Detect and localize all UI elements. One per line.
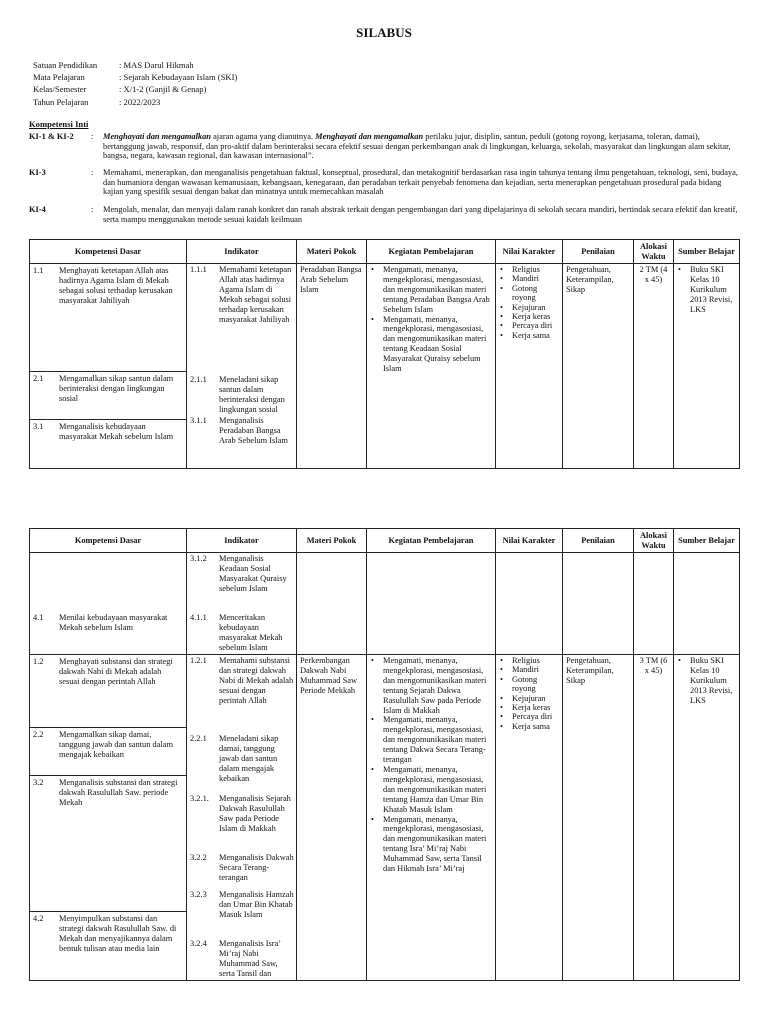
indikator-cell bbox=[187, 655, 297, 981]
penilaian-cell bbox=[563, 553, 634, 655]
sumber-list bbox=[674, 264, 739, 315]
header-kompetensi-dasar: Kompetensi Dasar bbox=[30, 529, 187, 553]
meta-value: : MAS Darul Hikmah bbox=[119, 60, 194, 70]
ki-row-4 bbox=[29, 205, 739, 224]
list-item: • Percaya diri bbox=[512, 712, 560, 721]
list-item: • Mengamati, menanya, mengekplorasi, mengasosiasi, dan mengomunikasikan materi tentang Sejarah Dakwa Rasulullah Saw pada Periode Islam di Makkah bbox=[383, 656, 493, 715]
document-title: SILABUS bbox=[356, 25, 412, 40]
nilai-cell bbox=[496, 655, 563, 981]
list-item: • Kejujuran bbox=[512, 303, 560, 312]
indikator-item bbox=[187, 553, 296, 612]
header-indikator: Indikator bbox=[187, 240, 297, 264]
kd-number: 2.1 bbox=[33, 374, 44, 383]
materi-cell bbox=[297, 264, 367, 469]
indikator-number: 2.1.1 bbox=[190, 375, 207, 384]
header-materi-pokok: Materi Pokok bbox=[297, 529, 367, 553]
kd-item bbox=[30, 264, 186, 371]
indikator-text: Memahami substansi dan strategi dakwah Nabi di Mekah adalah sesuai dengan perintah Allah bbox=[219, 656, 294, 705]
ki-text-part: perilaku jujur, disiplin, santun, peduli (gotong royong, kerjasama, toleran, damai), bertanggung jawab, responsif, dan pro-aktif dalam berinteraksi secara efektif sesuai dengan perkembangan anak di lingkungan, keluarga, sekolah, masyarakat dan lingkungan alam sekitar, bangsa, negara, kawasan regional, dan kawasan internasional”. bbox=[103, 132, 731, 161]
indikator-item bbox=[187, 415, 296, 446]
ki-colon: : bbox=[91, 205, 94, 214]
indikator-text: Menganalisis Sejarah Dakwah Rasulullah Saw pada Periode Islam di Makkah bbox=[219, 794, 291, 833]
materi-cell bbox=[297, 553, 367, 655]
table-header-row bbox=[30, 240, 740, 264]
alokasi-cell bbox=[634, 655, 674, 981]
sumber-cell bbox=[674, 655, 740, 981]
ki-emphasis: Menghayati dan mengamalkan bbox=[103, 132, 211, 141]
kd-text: Menilai kebudayaan masyarakat Mekah sebelum Islam bbox=[59, 613, 168, 632]
ki-heading: Kompetensi Inti bbox=[29, 119, 89, 129]
ki-text bbox=[103, 132, 739, 161]
kd-text: Menyimpulkan substansi dan strategi dakwah Rasulullah Saw. di Mekah dan menyajikannya dalam bentuk tulisan atau media lain bbox=[59, 914, 177, 953]
indikator-number: 3.2.2 bbox=[190, 853, 207, 862]
sumber-cell bbox=[674, 264, 740, 469]
kegiatan-list bbox=[367, 655, 495, 874]
kd-item bbox=[30, 775, 186, 911]
header-materi-pokok: Materi Pokok bbox=[297, 240, 367, 264]
header-alokasi-waktu: Alokasi Waktu bbox=[634, 240, 674, 264]
indikator-text: Menganalisis Isra’ Mi’raj Nabi Muhammad Saw, serta Tansil dan bbox=[219, 939, 281, 978]
meta-value: : Sejarah Kebudayaan Islam (SKI) bbox=[119, 72, 238, 83]
list-item: • Buku SKI Kelas 10 Kurikulum 2013 Revisi, LKS bbox=[690, 656, 737, 706]
kd-item bbox=[30, 371, 186, 419]
list-item: • Mandiri bbox=[512, 274, 560, 283]
kd-number: 1.2 bbox=[33, 657, 44, 666]
header-nilai-karakter: Nilai Karakter bbox=[496, 240, 563, 264]
meta-row bbox=[33, 83, 237, 95]
nilai-list bbox=[496, 655, 562, 731]
kd-cell bbox=[30, 264, 187, 469]
indikator-number: 3.2.4 bbox=[190, 939, 207, 948]
kegiatan-cell bbox=[367, 553, 496, 655]
syllabus-table-1 bbox=[29, 239, 740, 469]
list-item: • Kejujuran bbox=[512, 694, 560, 703]
list-item: • Mengamati, menanya, mengekplorasi, mengasosiasi, dan mengomunikasikan materi tentang Hamza dan Umar Bin Khatab Masuk Islam bbox=[383, 765, 493, 815]
alokasi-text: 2 TM (4 x 45) bbox=[639, 265, 668, 284]
meta-label: Mata Pelajaran bbox=[33, 72, 85, 83]
kd-number: 1.1 bbox=[33, 266, 44, 275]
list-item: • Buku SKI Kelas 10 Kurikulum 2013 Revisi, LKS bbox=[690, 265, 737, 315]
ki-row-1-2 bbox=[29, 132, 739, 161]
kd-text: Menganalisis kebudayaan masyarakat Mekah sebelum Islam bbox=[59, 422, 174, 441]
indikator-number: 1.2.1 bbox=[190, 656, 207, 665]
alokasi-cell bbox=[634, 264, 674, 469]
indikator-number: 3.2.3 bbox=[190, 890, 207, 899]
ki-text-part: ajaran agama yang dianutnya. bbox=[210, 132, 316, 141]
sumber-list bbox=[674, 655, 739, 706]
penilaian-text: Pengetahuan, Keterampilan, Sikap bbox=[566, 656, 614, 685]
meta-value: : X/1-2 (Ganjil & Genap) bbox=[119, 84, 207, 95]
kd-number: 3.1 bbox=[33, 422, 44, 431]
kd-item bbox=[30, 612, 186, 633]
indikator-item bbox=[187, 733, 296, 793]
kd-cell bbox=[30, 553, 187, 655]
kd-number: 2.2 bbox=[33, 730, 44, 739]
indikator-number: 1.1.1 bbox=[190, 265, 207, 274]
list-item: • Religius bbox=[512, 656, 560, 665]
syllabus-table-2 bbox=[29, 528, 740, 981]
list-item: • Gotong royong bbox=[512, 675, 560, 694]
header-kegiatan: Kegiatan Pembelajaran bbox=[367, 529, 496, 553]
identity-block bbox=[33, 59, 237, 108]
indikator-item bbox=[187, 264, 296, 374]
table-row bbox=[30, 264, 740, 469]
kegiatan-cell bbox=[367, 264, 496, 469]
ki-label: KI-1 & KI-2 bbox=[29, 132, 74, 141]
list-item: • Mengamati, menanya, mengekplorasi, mengasosiasi, dan mengomunikasikan materi tentang Keadaan Sosial Masyarakat Quraisy sebelum Islam bbox=[383, 315, 493, 374]
list-item: • Kerja keras bbox=[512, 312, 560, 321]
indikator-text: Menganalisis Keadaan Sosial Masyarakat Quraisy sebelum Islam bbox=[219, 554, 287, 593]
penilaian-cell bbox=[563, 264, 634, 469]
kd-text: Mengamalkan sikap santun dalam berinteraksi dengan lingkungan sosial bbox=[59, 374, 174, 403]
ki-text: Memahami, menerapkan, dan menganalisis pengetahuan faktual, konseptual, prosedural, dan metakognitif berdasarkan rasa ingin tahunya tentang ilmu pengetahuan, teknologi, seni, budaya, dan humaniora dengan wawasan kemanusiaan, kebangsaan, kenegaraan, dan peradaban terkait penyebab fenomena dan kejadian, serta menerapkan pengetahuan prosedural pada bidang kajian yang spesifik sesuai dengan bakat dan minatnya untuk memecahkan masalah bbox=[103, 168, 738, 197]
header-sumber-belajar: Sumber Belajar bbox=[674, 240, 740, 264]
list-item: • Mengamati, menanya, mengekplorasi, mengasosiasi, dan mengomunikasikan materi tentang Peradaban Bangsa Arab Sebelum Islam bbox=[383, 265, 493, 315]
list-item: • Kerja keras bbox=[512, 703, 560, 712]
ki-label: KI-3 bbox=[29, 168, 46, 177]
kd-number: 4.2 bbox=[33, 914, 44, 923]
kd-cell bbox=[30, 655, 187, 981]
indikator-text: Menganalisis Dakwah Secara Terang- terangan bbox=[219, 853, 294, 882]
kd-text: Menghayati substansi dan strategi dakwah Nabi di Mekah adalah sesuai dengan perintah Allah bbox=[59, 657, 173, 686]
indikator-number: 3.2.1. bbox=[190, 794, 209, 803]
materi-pokok-text: Peradaban Bangsa Arab Sebelum Islam bbox=[300, 265, 362, 294]
indikator-number: 3.1.2 bbox=[190, 554, 207, 563]
nilai-cell bbox=[496, 553, 563, 655]
meta-label: Satuan Pendidikan bbox=[33, 60, 98, 70]
indikator-text: Menceritakan kebudayaan masyarakat Mekah sebelum Islam bbox=[219, 613, 283, 652]
kd-number: 4.1 bbox=[33, 613, 44, 622]
kd-item bbox=[30, 419, 186, 442]
table-header-row bbox=[30, 529, 740, 553]
indikator-text: Meneladani sikap damai, tanggung jawab dan santun dalam mengajak kebaikan bbox=[219, 734, 279, 783]
header-sumber-belajar: Sumber Belajar bbox=[674, 529, 740, 553]
ki-emphasis: Menghayati dan mengamalkan bbox=[315, 132, 424, 141]
kd-text: Mengamalkan sikap damai, tanggung jawab dan santun dalam mengajak kebaikan bbox=[59, 730, 173, 759]
indikator-cell bbox=[187, 264, 297, 469]
sumber-cell bbox=[674, 553, 740, 655]
header-penilaian: Penilaian bbox=[563, 529, 634, 553]
indikator-text: Menganalisis Hamzah dan Umar Bin Khatab Masuk Islam bbox=[219, 890, 294, 919]
header-kegiatan: Kegiatan Pembelajaran bbox=[367, 240, 496, 264]
indikator-item bbox=[187, 938, 296, 979]
kd-item bbox=[30, 911, 186, 954]
indikator-number: 4.1.1 bbox=[190, 613, 207, 622]
ki-colon: : bbox=[91, 168, 94, 177]
indikator-item bbox=[187, 655, 296, 733]
header-kompetensi-dasar: Kompetensi Dasar bbox=[30, 240, 187, 264]
meta-label: Kelas/Semester bbox=[33, 84, 87, 95]
indikator-cell bbox=[187, 553, 297, 655]
alokasi-text: 3 TM (6 x 45) bbox=[639, 656, 668, 675]
indikator-text: Memahami ketetapan Allah atas hadirnya Agama Islam di Mekah sebagai solusi terhadap kerusakan masyarakat Jahiliyah bbox=[219, 265, 292, 324]
penilaian-cell bbox=[563, 655, 634, 981]
list-item: • Religius bbox=[512, 265, 560, 274]
meta-value: : 2022/2023 bbox=[119, 96, 161, 107]
penilaian-text: Pengetahuan, Keterampilan, Sikap bbox=[566, 265, 614, 294]
ki-colon: : bbox=[91, 132, 94, 141]
ki-text: Mengolah, menalar, dan menyaji dalam ranah konkret dan ranah abstrak terkait dengan pengembangan dari yang dipelajarinya di sekolah secara mandiri, bertindak secara efektif dan kreatif, serta mampu menggunakan metode sesuai kaidah keilmuan bbox=[103, 205, 738, 224]
nilai-list bbox=[496, 264, 562, 340]
kd-text: Menghayati ketetapan Allah atas hadirnya Agama Islam di Mekah sebagai solusi terhadap kerusakan masyarakat Jahiliyah bbox=[59, 266, 173, 305]
meta-row bbox=[33, 71, 237, 83]
materi-pokok-text: Perkembangan Dakwah Nabi Muhammad Saw Periode Mekkah bbox=[300, 656, 357, 695]
list-item: • Kerja sama bbox=[512, 722, 560, 731]
list-item: • Kerja sama bbox=[512, 331, 560, 340]
list-item: • Mengamati, menanya, mengekplorasi, mengasosiasi, dan mengomunikasikan materi tentang Isra’ Mi’raj Nabi Muhammad Saw, serta Tansil dan Hikmah Isra’ Mi’raj bbox=[383, 815, 493, 874]
indikator-text: Menganalisis Peradaban Bangsa Arab Sebelum Islam bbox=[219, 416, 288, 445]
alokasi-cell bbox=[634, 553, 674, 655]
table-row bbox=[30, 553, 740, 655]
table-row bbox=[30, 655, 740, 981]
meta-label: Tahun Pelajaran bbox=[33, 96, 89, 107]
list-item: • Gotong royong bbox=[512, 284, 560, 303]
kegiatan-cell bbox=[367, 655, 496, 981]
nilai-cell bbox=[496, 264, 563, 469]
indikator-item bbox=[187, 612, 296, 653]
indikator-text: Meneladani sikap santun dalam berinteraksi dengan lingkungan sosial bbox=[219, 375, 285, 414]
list-item: • Mengamati, menanya, mengekplorasi, mengasosiasi, dan mengomunikasikan materi tentang Dakwa Secara Terang- terangan bbox=[383, 715, 493, 765]
kd-item bbox=[30, 727, 186, 775]
indikator-number: 3.1.1 bbox=[190, 416, 207, 425]
meta-row bbox=[33, 59, 237, 71]
indikator-item bbox=[187, 374, 296, 415]
header-nilai-karakter: Nilai Karakter bbox=[496, 529, 563, 553]
kegiatan-list bbox=[367, 264, 495, 374]
meta-row bbox=[33, 96, 237, 108]
kd-item bbox=[30, 655, 186, 727]
header-penilaian: Penilaian bbox=[563, 240, 634, 264]
indikator-item bbox=[187, 889, 296, 938]
indikator-number: 2.2.1 bbox=[190, 734, 207, 743]
materi-cell bbox=[297, 655, 367, 981]
list-item: • Mandiri bbox=[512, 665, 560, 674]
ki-row-3 bbox=[29, 168, 739, 197]
list-item: • Percaya diri bbox=[512, 321, 560, 330]
header-indikator: Indikator bbox=[187, 529, 297, 553]
kd-text: Menganalisis substansi dan strategi dakwah Rasulullah Saw. periode Mekah bbox=[59, 778, 178, 807]
indikator-item bbox=[187, 793, 296, 852]
ki-label: KI-4 bbox=[29, 205, 46, 214]
kd-number: 3.2 bbox=[33, 778, 44, 787]
indikator-item bbox=[187, 852, 296, 889]
header-alokasi-waktu: Alokasi Waktu bbox=[634, 529, 674, 553]
